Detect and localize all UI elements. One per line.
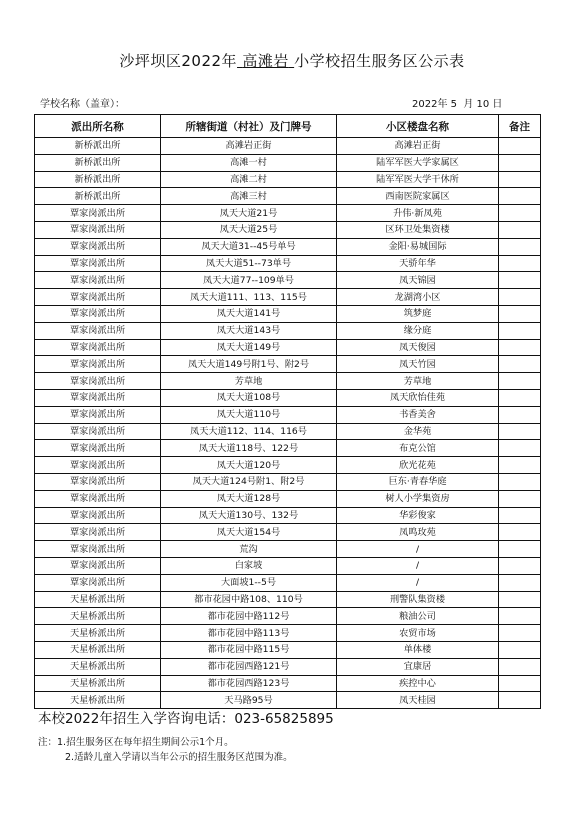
community-cell: 高滩岩正街 — [337, 138, 499, 155]
community-cell: 巨东·青春华庭 — [337, 473, 499, 490]
remarks-cell — [499, 356, 541, 373]
table-row — [35, 171, 541, 188]
police-station-cell: 天星桥派出所 — [35, 591, 161, 608]
table-row — [35, 423, 541, 440]
police-station-cell: 覃家岗派出所 — [35, 289, 161, 306]
remarks-cell — [499, 591, 541, 608]
street-address-cell: 都市花园中路115号 — [161, 641, 337, 658]
police-station-cell: 覃家岗派出所 — [35, 356, 161, 373]
police-station-cell: 新桥派出所 — [35, 154, 161, 171]
table-row — [35, 608, 541, 625]
police-station-cell: 覃家岗派出所 — [35, 406, 161, 423]
police-station-cell: 覃家岗派出所 — [35, 339, 161, 356]
header-community: 小区楼盘名称 — [337, 115, 499, 138]
street-address-cell: 都市花园中路112号 — [161, 608, 337, 625]
table-row — [35, 440, 541, 457]
table-row — [35, 255, 541, 272]
street-address-cell: 大面坡1--5号 — [161, 574, 337, 591]
remarks-cell — [499, 692, 541, 709]
remarks-cell — [499, 238, 541, 255]
table-row — [35, 373, 541, 390]
street-address-cell: 凤天大道124号附1、附2号 — [161, 473, 337, 490]
police-station-cell: 新桥派出所 — [35, 171, 161, 188]
remarks-cell — [499, 289, 541, 306]
remarks-cell — [499, 389, 541, 406]
community-cell: 天骄年华 — [337, 255, 499, 272]
remarks-cell — [499, 457, 541, 474]
community-cell: / — [337, 574, 499, 591]
police-station-cell: 天星桥派出所 — [35, 692, 161, 709]
table-row — [35, 154, 541, 171]
community-cell: 疾控中心 — [337, 675, 499, 692]
remarks-cell — [499, 625, 541, 642]
community-cell: 龙湖湾小区 — [337, 289, 499, 306]
community-cell: 缘分庭 — [337, 322, 499, 339]
notes — [38, 735, 293, 765]
table-row — [35, 289, 541, 306]
table-row — [35, 389, 541, 406]
police-station-cell: 覃家岗派出所 — [35, 541, 161, 558]
remarks-cell — [499, 574, 541, 591]
community-cell: 粮油公司 — [337, 608, 499, 625]
title-school-name: 高滩岩 — [242, 52, 289, 70]
community-cell: 树人小学集资房 — [337, 490, 499, 507]
street-address-cell: 芳草地 — [161, 373, 337, 390]
community-cell: 芳草地 — [337, 373, 499, 390]
remarks-cell — [499, 305, 541, 322]
police-station-cell: 覃家岗派出所 — [35, 524, 161, 541]
table-row — [35, 490, 541, 507]
community-cell: 凤天欣怡佳苑 — [337, 389, 499, 406]
table-row — [35, 658, 541, 675]
street-address-cell: 高滩三村 — [161, 188, 337, 205]
community-cell: 西南医院家属区 — [337, 188, 499, 205]
remarks-cell — [499, 473, 541, 490]
police-station-cell: 覃家岗派出所 — [35, 221, 161, 238]
police-station-cell: 覃家岗派出所 — [35, 473, 161, 490]
street-address-cell: 都市花园西路121号 — [161, 658, 337, 675]
police-station-cell: 覃家岗派出所 — [35, 305, 161, 322]
police-station-cell: 覃家岗派出所 — [35, 457, 161, 474]
remarks-cell — [499, 507, 541, 524]
remarks-cell — [499, 272, 541, 289]
remarks-cell — [499, 205, 541, 222]
street-address-cell: 凤天大道25号 — [161, 221, 337, 238]
street-address-cell: 白家坡 — [161, 557, 337, 574]
police-station-cell: 覃家岗派出所 — [35, 574, 161, 591]
police-station-cell: 覃家岗派出所 — [35, 507, 161, 524]
table-row — [35, 574, 541, 591]
table-row — [35, 557, 541, 574]
table-row — [35, 406, 541, 423]
street-address-cell: 高滩一村 — [161, 154, 337, 171]
remarks-cell — [499, 255, 541, 272]
street-address-cell: 凤天大道149号附1号、附2号 — [161, 356, 337, 373]
community-cell: 凤天桂园 — [337, 692, 499, 709]
police-station-cell: 覃家岗派出所 — [35, 440, 161, 457]
community-cell: 凤鸣玫苑 — [337, 524, 499, 541]
table-row — [35, 272, 541, 289]
remarks-cell — [499, 490, 541, 507]
street-address-cell: 凤天大道110号 — [161, 406, 337, 423]
street-address-cell: 凤天大道130号、132号 — [161, 507, 337, 524]
police-station-cell: 天星桥派出所 — [35, 675, 161, 692]
header-street-address: 所辖街道（村社）及门牌号 — [161, 115, 337, 138]
community-cell: 布克公馆 — [337, 440, 499, 457]
street-address-cell: 凤天大道149号 — [161, 339, 337, 356]
table-row — [35, 457, 541, 474]
remarks-cell — [499, 406, 541, 423]
police-station-cell: 覃家岗派出所 — [35, 322, 161, 339]
street-address-cell: 凤天大道31--45号单号 — [161, 238, 337, 255]
police-station-cell: 天星桥派出所 — [35, 608, 161, 625]
community-cell: 刑警队集资楼 — [337, 591, 499, 608]
school-name-label: 学校名称（盖章）： — [40, 99, 125, 110]
table-row — [35, 675, 541, 692]
community-cell: 宜康居 — [337, 658, 499, 675]
table-row — [35, 238, 541, 255]
community-cell: 升伟·新凤苑 — [337, 205, 499, 222]
publish-date: 2022年 5 月 10 日 — [412, 99, 503, 110]
community-cell: 书香美舍 — [337, 406, 499, 423]
remarks-cell — [499, 154, 541, 171]
street-address-cell: 凤天大道128号 — [161, 490, 337, 507]
header-police-station: 派出所名称 — [35, 115, 161, 138]
community-cell: 凤天竹园 — [337, 356, 499, 373]
table-row — [35, 541, 541, 558]
header-remarks: 备注 — [499, 115, 541, 138]
remarks-cell — [499, 557, 541, 574]
table-row — [35, 473, 541, 490]
table-header-row — [35, 115, 541, 138]
remarks-cell — [499, 524, 541, 541]
police-station-cell: 新桥派出所 — [35, 138, 161, 155]
street-address-cell: 天马路95号 — [161, 692, 337, 709]
street-address-cell: 凤天大道77--109单号 — [161, 272, 337, 289]
community-cell: 农贸市场 — [337, 625, 499, 642]
note-2: 2.适龄儿童入学请以当年公示的招生服务区范围为准。 — [65, 752, 293, 763]
community-cell: 凤天锦园 — [337, 272, 499, 289]
community-cell: / — [337, 557, 499, 574]
community-cell: 欣光花苑 — [337, 457, 499, 474]
police-station-cell: 覃家岗派出所 — [35, 557, 161, 574]
title-prefix: 沙坪坝区2022年 — [119, 52, 238, 70]
community-cell: 金阳·易城国际 — [337, 238, 499, 255]
street-address-cell: 凤天大道111、113、115号 — [161, 289, 337, 306]
police-station-cell: 覃家岗派出所 — [35, 238, 161, 255]
police-station-cell: 覃家岗派出所 — [35, 389, 161, 406]
remarks-cell — [499, 138, 541, 155]
street-address-cell: 凤天大道51--73单号 — [161, 255, 337, 272]
table-row — [35, 507, 541, 524]
remarks-cell — [499, 608, 541, 625]
street-address-cell: 凤天大道108号 — [161, 389, 337, 406]
table-row — [35, 221, 541, 238]
table-row — [35, 524, 541, 541]
police-station-cell: 覃家岗派出所 — [35, 272, 161, 289]
community-cell: 筑梦庭 — [337, 305, 499, 322]
street-address-cell: 凤天大道143号 — [161, 322, 337, 339]
police-station-cell: 天星桥派出所 — [35, 658, 161, 675]
remarks-cell — [499, 440, 541, 457]
note-1: 注：1.招生服务区在每年招生期间公示1个月。 — [38, 737, 234, 748]
community-cell: 区环卫处集资楼 — [337, 221, 499, 238]
police-station-cell: 覃家岗派出所 — [35, 255, 161, 272]
street-address-cell: 凤天大道120号 — [161, 457, 337, 474]
remarks-cell — [499, 373, 541, 390]
police-station-cell: 天星桥派出所 — [35, 641, 161, 658]
street-address-cell: 凤天大道154号 — [161, 524, 337, 541]
remarks-cell — [499, 221, 541, 238]
page-title — [0, 50, 584, 71]
remarks-cell — [499, 423, 541, 440]
street-address-cell: 荒沟 — [161, 541, 337, 558]
street-address-cell: 凤天大道118号、122号 — [161, 440, 337, 457]
table-row — [35, 641, 541, 658]
street-address-cell: 高滩岩正街 — [161, 138, 337, 155]
community-cell: 凤天俊园 — [337, 339, 499, 356]
remarks-cell — [499, 641, 541, 658]
remarks-cell — [499, 339, 541, 356]
table-row — [35, 625, 541, 642]
police-station-cell: 覃家岗派出所 — [35, 490, 161, 507]
table-row — [35, 591, 541, 608]
remarks-cell — [499, 188, 541, 205]
police-station-cell: 覃家岗派出所 — [35, 205, 161, 222]
community-cell: 华彩俊家 — [337, 507, 499, 524]
enrollment-hotline: 本校2022年招生入学咨询电话：023-65825895 — [38, 711, 334, 727]
title-suffix: 小学校招生服务区公示表 — [294, 52, 465, 70]
police-station-cell: 新桥派出所 — [35, 188, 161, 205]
community-cell: 单体楼 — [337, 641, 499, 658]
community-cell: 金华苑 — [337, 423, 499, 440]
table-row — [35, 138, 541, 155]
table-row — [35, 356, 541, 373]
street-address-cell: 都市花园中路108、110号 — [161, 591, 337, 608]
table-row — [35, 205, 541, 222]
police-station-cell: 天星桥派出所 — [35, 625, 161, 642]
service-area-table — [34, 114, 541, 709]
remarks-cell — [499, 541, 541, 558]
street-address-cell: 都市花园西路123号 — [161, 675, 337, 692]
table-row — [35, 339, 541, 356]
police-station-cell: 覃家岗派出所 — [35, 373, 161, 390]
street-address-cell: 凤天大道141号 — [161, 305, 337, 322]
remarks-cell — [499, 675, 541, 692]
street-address-cell: 凤天大道112、114、116号 — [161, 423, 337, 440]
table-row — [35, 322, 541, 339]
street-address-cell: 高滩二村 — [161, 171, 337, 188]
street-address-cell: 都市花园中路113号 — [161, 625, 337, 642]
remarks-cell — [499, 658, 541, 675]
street-address-cell: 凤天大道21号 — [161, 205, 337, 222]
remarks-cell — [499, 171, 541, 188]
remarks-cell — [499, 322, 541, 339]
police-station-cell: 覃家岗派出所 — [35, 423, 161, 440]
table-row — [35, 305, 541, 322]
community-cell: / — [337, 541, 499, 558]
table-row — [35, 188, 541, 205]
community-cell: 陆军军医大学家属区 — [337, 154, 499, 171]
community-cell: 陆军军医大学干休所 — [337, 171, 499, 188]
